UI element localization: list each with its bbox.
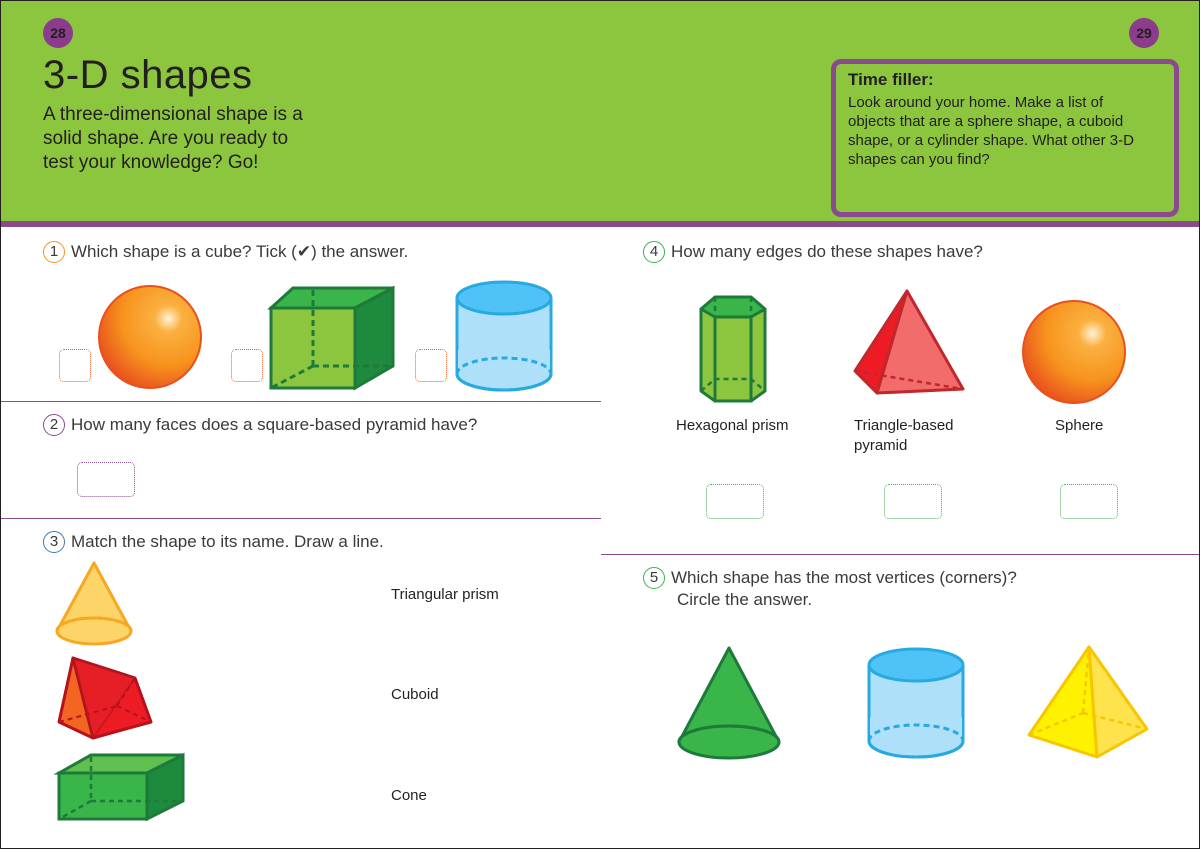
answer-box-triangle-pyramid[interactable] — [884, 484, 942, 519]
page-title: 3-D shapes — [43, 53, 253, 97]
match-name-cuboid: Cuboid — [391, 686, 439, 703]
page-number-left: 28 — [43, 18, 73, 48]
question-3-text: Match the shape to its name. Draw a line. — [71, 532, 384, 551]
sphere-icon — [97, 284, 203, 390]
cone-icon[interactable] — [677, 646, 781, 762]
answer-box-sphere[interactable] — [59, 349, 91, 382]
time-filler-box — [831, 59, 1179, 217]
cylinder-icon — [455, 280, 553, 392]
question-4-text: How many edges do these shapes have? — [671, 242, 983, 261]
intro-text: A three-dimensional shape is a solid shape. Are you ready to test your knowledge? Go! — [43, 104, 303, 173]
question-5 — [643, 567, 1017, 611]
answer-box-hexagonal-prism[interactable] — [706, 484, 764, 519]
answer-box-cube[interactable] — [231, 349, 263, 382]
triangle-pyramid-icon — [853, 289, 965, 395]
time-filler-title: Time filler: — [848, 70, 934, 89]
cone-icon — [55, 561, 133, 647]
question-number-5: 5 — [643, 567, 665, 589]
answer-box-q2[interactable] — [77, 462, 135, 497]
question-3 — [43, 531, 384, 553]
match-name-cone: Cone — [391, 787, 427, 804]
question-number-2: 2 — [43, 414, 65, 436]
shape-label-sphere: Sphere — [1055, 417, 1104, 434]
answer-box-sphere-q4[interactable] — [1060, 484, 1118, 519]
question-5-line-1: Which shape has the most vertices (corners)? — [671, 568, 1017, 587]
answer-box-cylinder[interactable] — [415, 349, 447, 382]
cuboid-icon — [57, 753, 187, 823]
divider-q4-q5 — [601, 554, 1199, 555]
question-4 — [643, 241, 983, 263]
shape-label-triangle-pyramid: Triangle-based pyramid — [854, 417, 954, 454]
cylinder-icon[interactable] — [867, 647, 965, 759]
square-pyramid-icon[interactable] — [1027, 645, 1151, 761]
question-number-1: 1 — [43, 241, 65, 263]
question-number-3: 3 — [43, 531, 65, 553]
time-filler-text: Look around your home. Make a list of objects that are a sphere shape, a cuboid shape, or a cylinder shape. What other 3-D shapes can you find? — [848, 94, 1134, 168]
page-number-right: 29 — [1129, 18, 1159, 48]
question-5-line-2: Circle the answer. — [677, 590, 813, 609]
cube-icon — [269, 286, 397, 390]
match-name-triangular-prism: Triangular prism — [391, 586, 499, 603]
sphere-icon — [1021, 299, 1127, 405]
shape-label-hexagonal-prism: Hexagonal prism — [676, 417, 789, 434]
hexagonal-prism-icon — [697, 295, 769, 405]
question-2 — [43, 414, 477, 436]
question-2-text: How many faces does a square-based pyramid have? — [71, 415, 478, 434]
question-number-4: 4 — [643, 241, 665, 263]
divider-q2-q3 — [1, 518, 601, 519]
question-1-text: Which shape is a cube? Tick (✔) the answer. — [71, 242, 409, 261]
divider-q1-q2 — [1, 401, 601, 402]
header-divider — [1, 221, 1199, 227]
triangular-prism-icon — [57, 656, 153, 742]
question-1 — [43, 241, 408, 263]
